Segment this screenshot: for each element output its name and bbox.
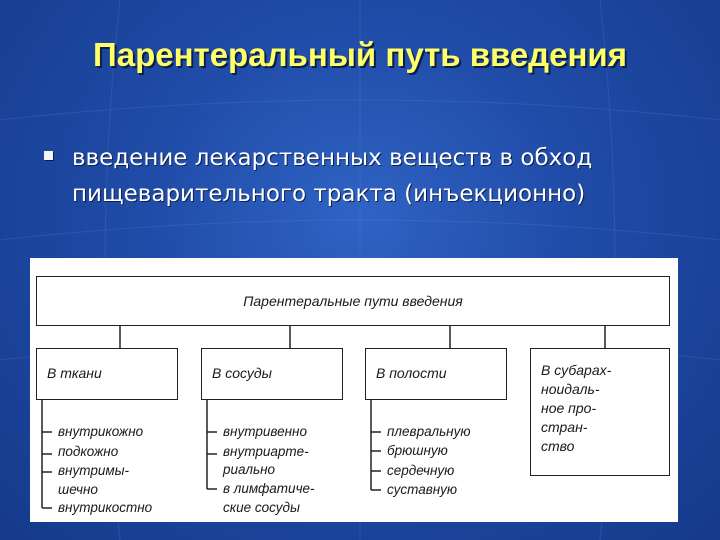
category-label: В субарах- ноидаль- ное про- стран- ство (541, 362, 612, 454)
route-item: внутривенно (223, 424, 307, 439)
category-box-tissues (36, 348, 178, 400)
slide-title: Парентеральный путь введения (93, 36, 627, 73)
routes-diagram (30, 258, 678, 522)
route-item: внутрикожно (58, 424, 144, 439)
diagram-root-label: Парентеральные пути введения (243, 293, 463, 309)
category-box-vessels (201, 348, 343, 400)
square-bullet-icon (44, 151, 53, 160)
route-item: суставную (387, 482, 458, 497)
route-item: сердечную (387, 463, 455, 478)
bullet-text: введение лекарственных веществ в обход пищеварительного тракта (инъекционно) (72, 145, 593, 207)
diagram-root-box (36, 276, 670, 326)
route-item: ские сосуды (223, 500, 300, 515)
route-item: внутримы- (58, 463, 130, 478)
route-item: в лимфатиче- (223, 481, 315, 496)
route-item: плевральную (387, 424, 471, 439)
route-item: внутрикостно (58, 500, 153, 515)
route-item: брюшную (387, 443, 448, 458)
category-box-subarachnoid (530, 348, 670, 476)
route-item: риально (223, 462, 276, 477)
category-label: В полости (376, 365, 447, 381)
category-box-cavities (365, 348, 507, 400)
route-item: шечно (58, 482, 98, 497)
route-item: внутриарте- (223, 444, 309, 459)
category-label: В сосуды (212, 365, 272, 381)
category-label: В ткани (47, 365, 102, 381)
route-item: подкожно (58, 444, 119, 459)
